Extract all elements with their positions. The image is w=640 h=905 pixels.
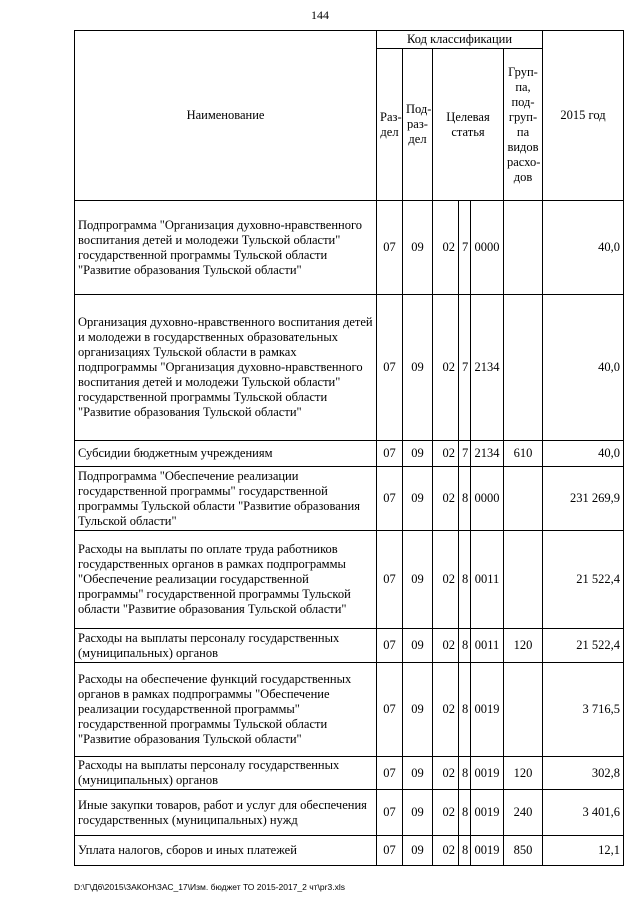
cell-target-program: 02 bbox=[433, 836, 459, 866]
cell-expense-group bbox=[504, 467, 543, 531]
cell-name: Уплата налогов, сборов и иных платежей bbox=[75, 836, 377, 866]
cell-target-program: 02 bbox=[433, 629, 459, 663]
cell-expense-group bbox=[504, 295, 543, 441]
cell-amount: 40,0 bbox=[543, 441, 624, 467]
cell-target-code: 0019 bbox=[471, 663, 504, 757]
cell-amount: 40,0 bbox=[543, 201, 624, 295]
cell-section: 07 bbox=[377, 467, 403, 531]
cell-target-program: 02 bbox=[433, 295, 459, 441]
cell-name: Расходы на выплаты персоналу государственных (муниципальных) органов bbox=[75, 757, 377, 790]
cell-target-program: 02 bbox=[433, 790, 459, 836]
table-row bbox=[75, 201, 624, 295]
cell-section: 07 bbox=[377, 295, 403, 441]
cell-target-program: 02 bbox=[433, 663, 459, 757]
header-section: Раз- дел bbox=[377, 49, 403, 201]
cell-subsection: 09 bbox=[403, 836, 433, 866]
cell-subsection: 09 bbox=[403, 629, 433, 663]
header-year: 2015 год bbox=[543, 31, 624, 201]
cell-amount: 21 522,4 bbox=[543, 531, 624, 629]
cell-amount: 3 716,5 bbox=[543, 663, 624, 757]
table-row bbox=[75, 441, 624, 467]
cell-subsection: 09 bbox=[403, 295, 433, 441]
table-row bbox=[75, 663, 624, 757]
table-row bbox=[75, 757, 624, 790]
cell-target-code: 0019 bbox=[471, 836, 504, 866]
cell-expense-group bbox=[504, 201, 543, 295]
file-path-footer: D:\Г\Д6\2015\ЗАКОН\ЗАС_17\Изм. бюджет ТО 2015-2017_2 чт\pr3.xls bbox=[74, 882, 345, 892]
cell-target-subprogram: 7 bbox=[459, 295, 471, 441]
cell-name: Расходы на выплаты персоналу государственных (муниципальных) органов bbox=[75, 629, 377, 663]
cell-name: Расходы на выплаты по оплате труда работников государственных органов в рамках подпрограммы "Обеспечение реализации государственной программы" государственной программы Тульской области "Развитие образования Тульской области" bbox=[75, 531, 377, 629]
cell-target-subprogram: 7 bbox=[459, 201, 471, 295]
cell-subsection: 09 bbox=[403, 790, 433, 836]
cell-amount: 21 522,4 bbox=[543, 629, 624, 663]
cell-target-subprogram: 8 bbox=[459, 467, 471, 531]
cell-target-program: 02 bbox=[433, 201, 459, 295]
cell-name: Подпрограмма "Обеспечение реализации государственной программы" государственной программы Тульской области "Развитие образования Тульской области" bbox=[75, 467, 377, 531]
table-row bbox=[75, 836, 624, 866]
cell-amount: 12,1 bbox=[543, 836, 624, 866]
cell-section: 07 bbox=[377, 441, 403, 467]
header-name: Наименование bbox=[75, 31, 377, 201]
cell-expense-group: 120 bbox=[504, 629, 543, 663]
table-body bbox=[75, 201, 624, 866]
cell-expense-group: 610 bbox=[504, 441, 543, 467]
cell-section: 07 bbox=[377, 757, 403, 790]
cell-amount: 3 401,6 bbox=[543, 790, 624, 836]
cell-expense-group bbox=[504, 531, 543, 629]
cell-subsection: 09 bbox=[403, 757, 433, 790]
cell-name: Организация духовно-нравственного воспитания детей и молодежи в государственных образовательных организациях Тульской области в рамках подпрограммы "Организация духовно-нравственного воспитания детей и молодежи Тульской области" государственной программы Тульской области "Развитие образования Тульской области" bbox=[75, 295, 377, 441]
table-header bbox=[75, 31, 624, 201]
cell-name: Подпрограмма "Организация духовно-нравственного воспитания детей и молодежи Тульской области" государственной программы Тульской области "Развитие образования Тульской области" bbox=[75, 201, 377, 295]
header-subsection: Под- раз- дел bbox=[403, 49, 433, 201]
cell-target-code: 0000 bbox=[471, 201, 504, 295]
table-row bbox=[75, 790, 624, 836]
cell-expense-group: 120 bbox=[504, 757, 543, 790]
budget-table bbox=[74, 30, 624, 866]
cell-name: Иные закупки товаров, работ и услуг для обеспечения государственных (муниципальных) нужд bbox=[75, 790, 377, 836]
cell-subsection: 09 bbox=[403, 201, 433, 295]
table-row bbox=[75, 531, 624, 629]
cell-target-code: 0019 bbox=[471, 790, 504, 836]
header-classification: Код классификации bbox=[377, 31, 543, 49]
page-number: 144 bbox=[311, 8, 329, 22]
cell-expense-group: 240 bbox=[504, 790, 543, 836]
cell-section: 07 bbox=[377, 201, 403, 295]
cell-target-program: 02 bbox=[433, 531, 459, 629]
cell-target-code: 0019 bbox=[471, 757, 504, 790]
cell-section: 07 bbox=[377, 629, 403, 663]
cell-target-code: 2134 bbox=[471, 441, 504, 467]
cell-section: 07 bbox=[377, 836, 403, 866]
cell-section: 07 bbox=[377, 663, 403, 757]
cell-section: 07 bbox=[377, 531, 403, 629]
cell-target-subprogram: 7 bbox=[459, 441, 471, 467]
cell-subsection: 09 bbox=[403, 441, 433, 467]
cell-name: Субсидии бюджетным учреждениям bbox=[75, 441, 377, 467]
cell-section: 07 bbox=[377, 790, 403, 836]
cell-target-subprogram: 8 bbox=[459, 836, 471, 866]
cell-amount: 302,8 bbox=[543, 757, 624, 790]
cell-target-program: 02 bbox=[433, 757, 459, 790]
cell-target-code: 2134 bbox=[471, 295, 504, 441]
cell-target-subprogram: 8 bbox=[459, 757, 471, 790]
header-target-article: Целевая статья bbox=[433, 49, 504, 201]
cell-subsection: 09 bbox=[403, 467, 433, 531]
cell-target-program: 02 bbox=[433, 441, 459, 467]
cell-expense-group: 850 bbox=[504, 836, 543, 866]
cell-target-code: 0011 bbox=[471, 531, 504, 629]
table-row bbox=[75, 629, 624, 663]
cell-target-subprogram: 8 bbox=[459, 629, 471, 663]
cell-target-subprogram: 8 bbox=[459, 790, 471, 836]
cell-target-program: 02 bbox=[433, 467, 459, 531]
cell-expense-group bbox=[504, 663, 543, 757]
cell-target-subprogram: 8 bbox=[459, 531, 471, 629]
cell-target-code: 0000 bbox=[471, 467, 504, 531]
cell-subsection: 09 bbox=[403, 531, 433, 629]
cell-name: Расходы на обеспечение функций государственных органов в рамках подпрограммы "Обеспечение реализации государственной программы" государственной программы Тульской области "Развитие образования Тульской области" bbox=[75, 663, 377, 757]
cell-target-code: 0011 bbox=[471, 629, 504, 663]
cell-amount: 40,0 bbox=[543, 295, 624, 441]
table-row bbox=[75, 295, 624, 441]
table-row bbox=[75, 467, 624, 531]
header-expense-group: Груп- па, под- груп- па видов расхо- дов bbox=[504, 49, 543, 201]
cell-amount: 231 269,9 bbox=[543, 467, 624, 531]
cell-target-subprogram: 8 bbox=[459, 663, 471, 757]
cell-subsection: 09 bbox=[403, 663, 433, 757]
